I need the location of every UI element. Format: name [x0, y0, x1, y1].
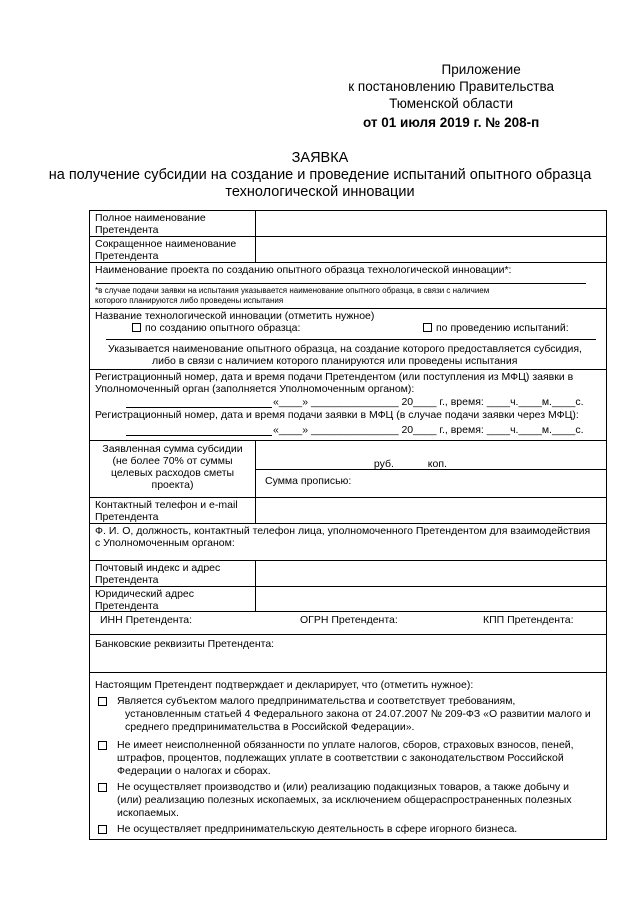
authorized-person-label-1: Ф. И. О, должность, контактный телефон лица, уполномоченного Претендентом для взаимодействия — [95, 525, 591, 537]
registration-date-line[interactable]: «____» _______________ 20____ г., время: ____ч.____м.____с. — [273, 396, 584, 408]
title-sub-2: технологической инновации — [225, 184, 415, 200]
title-sub-1: на получение субсидии на создание и проведение испытаний опытного образца — [48, 167, 592, 183]
contact-phone-label: Контактный телефон и e-mail Претендента — [90, 498, 256, 523]
ogrn-label: ОГРН Претендента: — [300, 614, 398, 626]
region-label: Тюменской области — [389, 96, 514, 111]
project-name-row — [90, 263, 606, 309]
registration-mfc-label: Регистрационный номер, дата и время подачи заявки в МФЦ (в случае подачи заявки через МФЦ): — [95, 409, 579, 421]
bank-details-label: Банковские реквизиты Претендента: — [95, 638, 275, 650]
checkbox-test[interactable] — [423, 323, 432, 332]
project-name-label: Наименование проекта по созданию опытного образца технологической инновации*: — [95, 264, 512, 276]
registration-label-1: Регистрационный номер, дата и время подачи Претендентом (или поступления из МФЦ) заявки в — [95, 371, 574, 383]
project-footnote-2: которого планируются либо проведены испытания — [95, 296, 284, 305]
application-form — [89, 210, 607, 840]
subsidy-divider — [256, 469, 606, 470]
registration-label-2: Уполномоченный орган (заполняется Уполномоченным органом): — [95, 383, 415, 395]
innovation-label: Название технологической инновации (отметить нужное) — [95, 310, 375, 322]
postal-address-row — [90, 561, 606, 587]
subsidy-amount[interactable]: руб. коп. — [263, 458, 447, 470]
subsidy-sum-label: Заявленная сумма субсидии (не более 70% от суммы целевых расходов сметы проекта) — [90, 441, 256, 497]
short-name-row — [90, 237, 606, 263]
kpp-label: КПП Претендента: — [483, 614, 574, 626]
contact-phone-row — [90, 498, 606, 524]
appendix-header — [348, 61, 554, 131]
full-name-label: Полное наименование Претендента — [90, 211, 256, 236]
bank-details-row — [90, 635, 606, 673]
checkbox-small-business[interactable] — [98, 697, 107, 706]
short-name-label: Сокращенное наименование Претендента — [90, 237, 256, 262]
postal-address-label: Почтовый индекс и адрес Претендента — [90, 561, 256, 586]
authorized-person-row — [90, 524, 606, 561]
innovation-hint-2: либо в связи с наличием которого планируются или проведены испытания — [152, 355, 518, 367]
mfc-number-line[interactable] — [126, 424, 272, 436]
checkbox-no-tax-debt[interactable] — [98, 741, 107, 750]
subsidy-sum-row — [90, 441, 606, 498]
resolution-label: к постановлению Правительства — [348, 79, 554, 94]
checkbox-create[interactable] — [132, 323, 141, 332]
document-title — [0, 150, 640, 201]
option-test[interactable]: по проведению испытаний: — [423, 322, 569, 334]
declaration-row: Настоящим Претендент подтверждает и декларирует, что (отметить нужное): Является субъектом малого предпринимательства и соответствует требованиям, установленным статьей 4 Федерального закона от 24.07.2007 № 209-ФЗ «О развитии малого и среднего предпринимательства в Российской Федерации». Не имеет неисполненной обязанности по уплате налогов, сборов, страховых взносов, пеней, штрафов, процентов, подлежащих уплате в соответствии с законодательством Российской Федерации о налогах и сборах. Не осуществляет производство и (или) реализацию подакцизных товаров, а также добычу и (или) реализацию полезных ископаемых, за исключением общераспространенных полезных ископаемых. Не осуществляет предпринимательскую деятельность в сфере игорного бизнеса. — [90, 673, 606, 840]
appendix-label: Приложение — [441, 62, 521, 77]
mfc-date-line[interactable]: «____» _______________ 20____ г., время: ____ч.____м.____с. — [273, 424, 584, 436]
authorized-person-label-2: с Уполномоченным органом: — [95, 537, 235, 549]
option-create[interactable]: по созданию опытного образца: — [132, 322, 300, 334]
checkbox-no-excise[interactable] — [98, 783, 107, 792]
requisites-row — [90, 612, 606, 635]
innovation-row — [90, 309, 606, 370]
inn-label: ИНН Претендента: — [100, 614, 193, 626]
project-name-input-line[interactable] — [96, 283, 586, 284]
declaration-intro: Настоящим Претендент подтверждает и декларирует, что (отметить нужное): — [95, 679, 474, 691]
legal-address-label: Юридический адрес Претендента — [90, 587, 256, 611]
sum-in-words-label: Сумма прописью: — [265, 475, 352, 487]
title-main: ЗАЯВКА — [291, 150, 349, 166]
registration-number-line[interactable] — [126, 396, 272, 408]
full-name-row — [90, 211, 606, 237]
legal-address-row — [90, 587, 606, 612]
checkbox-no-gambling[interactable] — [98, 825, 107, 834]
resolution-date: от 01 июля 2019 г. № 208-п — [362, 115, 540, 130]
innovation-hint-1: Указывается наименование опытного образца, на создание которого предоставляется субсидия, — [108, 343, 582, 355]
registration-row — [90, 370, 606, 441]
innovation-input-line[interactable] — [106, 339, 596, 340]
project-footnote-1: *в случае подачи заявки на испытания указывается наименование опытного образца, в связи с наличием — [95, 286, 490, 295]
